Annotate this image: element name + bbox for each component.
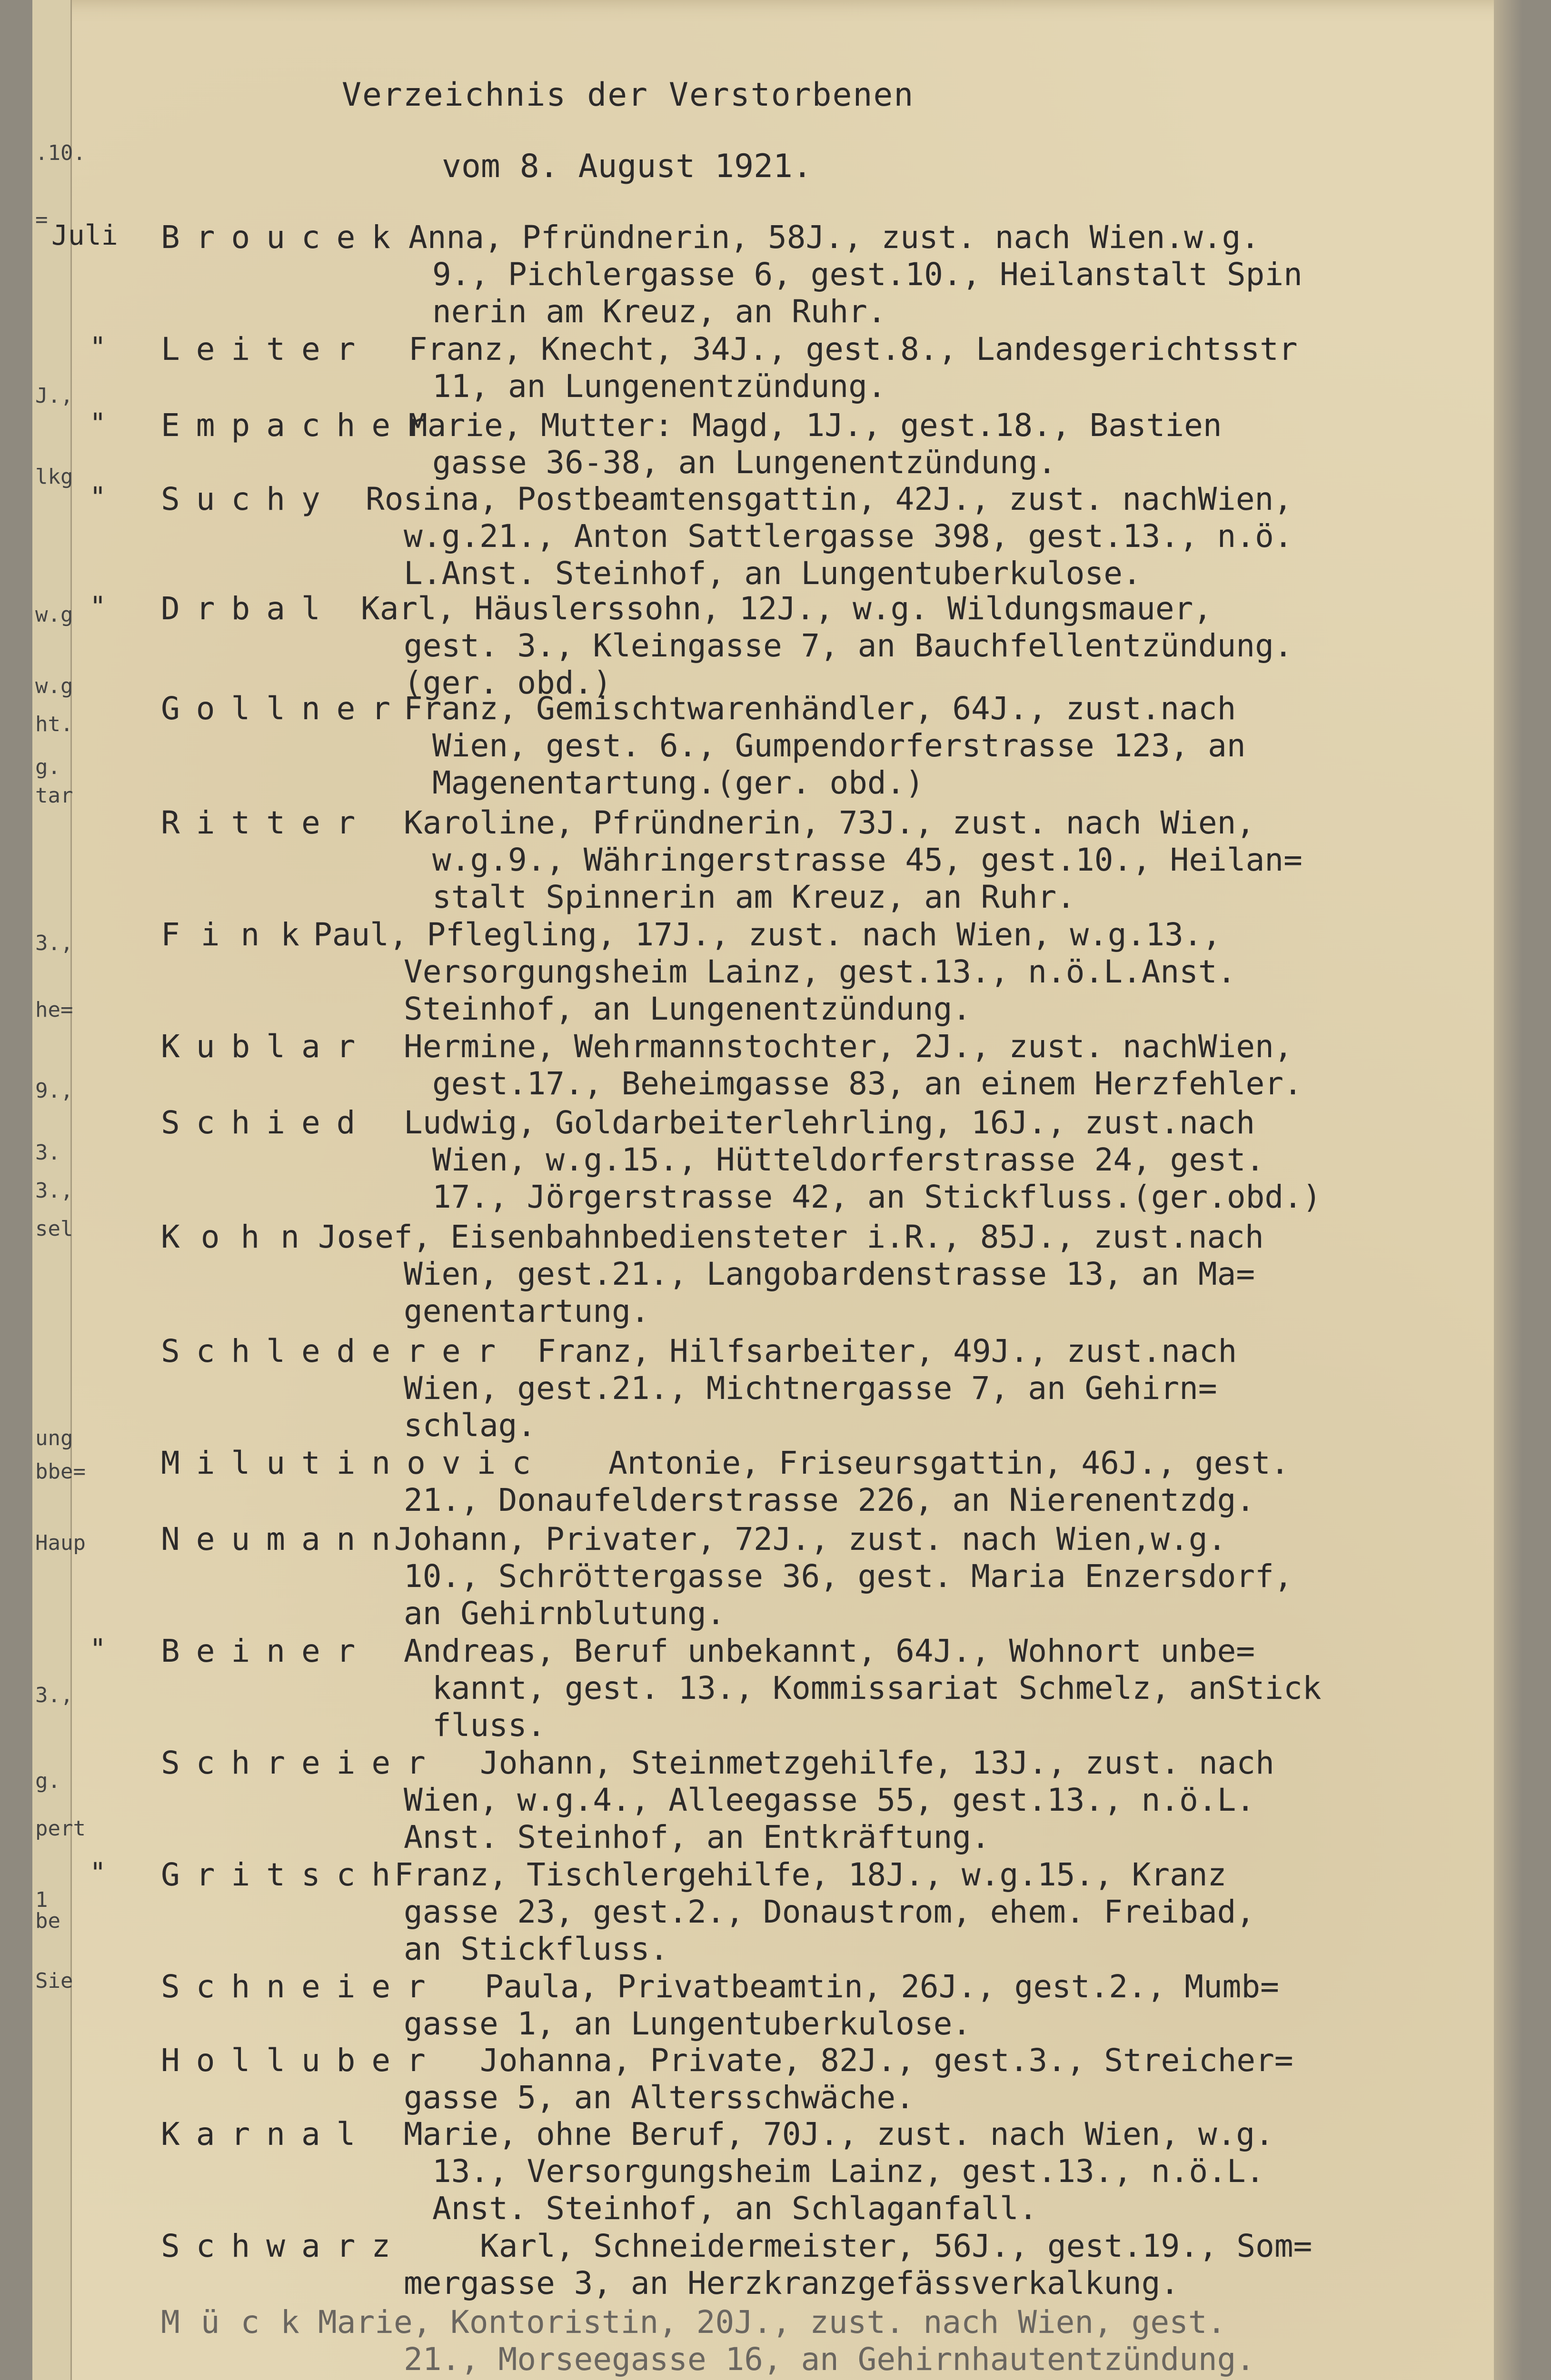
surname: Empacher xyxy=(161,407,442,444)
strip-fragment: 3., xyxy=(35,1179,73,1203)
surname: Holluber xyxy=(161,2042,442,2079)
page-edge xyxy=(1494,0,1522,2380)
strip-fragment: pert xyxy=(35,1816,86,1841)
strip-fragment: .10. xyxy=(35,141,86,165)
entry-line-first: Josef, Eisenbahnbediensteter i.R., 85J., zust.nach xyxy=(318,1219,1264,1255)
surname: Schied xyxy=(161,1104,372,1141)
entry-line-first: Rosina, Postbeamtensgattin, 42J., zust. nachWien, xyxy=(366,481,1293,517)
surname: Gritsch xyxy=(161,1856,407,1893)
entry-line-continued: 21., Morseegasse 16, an Gehirnhautentzündung. xyxy=(404,2341,1255,2378)
surname: Schlederer xyxy=(161,1333,512,1369)
entry-line-continued: mergasse 3, an Herzkranzgefässverkalkung. xyxy=(404,2265,1180,2301)
entry-line-first: Paula, Privatbeamtin, 26J., gest.2., Mumb= xyxy=(485,1968,1279,2005)
month-mark: " xyxy=(89,481,106,513)
entry-line-first: Andreas, Beruf unbekannt, 64J., Wohnort unbe= xyxy=(404,1633,1255,1669)
surname: Beiner xyxy=(161,1633,372,1669)
strip-fragment: Sie xyxy=(35,1969,73,1993)
document-title: Verzeichnis der Verstorbenen xyxy=(342,76,915,114)
entry-line-continued: (ger. obd.) xyxy=(404,664,612,701)
strip-fragment: 3., xyxy=(35,1683,73,1707)
entry-line-first: Ludwig, Goldarbeiterlehrling, 16J., zust.nach xyxy=(404,1104,1255,1141)
surname: Schreier xyxy=(161,1745,442,1781)
document-page xyxy=(32,0,1522,2380)
entry-line-continued: Versorgungsheim Lainz, gest.13., n.ö.L.Anst. xyxy=(404,953,1236,990)
strip-fragment: Haup xyxy=(35,1531,86,1555)
surname: Milutinovic xyxy=(161,1445,547,1481)
entry-line-first: Franz, Knecht, 34J., gest.8., Landesgerichtsstr xyxy=(408,331,1298,367)
strip-fragment: bbe= xyxy=(35,1459,86,1484)
entry-line-continued: w.g.9., Währingerstrasse 45, gest.10., Heilan= xyxy=(432,842,1302,878)
entry-line-continued: nerin am Kreuz, an Ruhr. xyxy=(432,293,886,330)
entry-line-first: Franz, Gemischtwarenhändler, 64J., zust.nach xyxy=(404,690,1236,727)
entry-line-continued: gest.17., Beheimgasse 83, an einem Herzfehler. xyxy=(432,1065,1302,1102)
entry-line-continued: w.g.21., Anton Sattlergasse 398, gest.13., n.ö. xyxy=(404,518,1293,555)
strip-fragment: 9., xyxy=(35,1079,73,1103)
entry-line-first: Paul, Pflegling, 17J., zust. nach Wien, w.g.13., xyxy=(313,916,1222,953)
surname: Karnal xyxy=(161,2116,372,2152)
strip-fragment: g. xyxy=(35,1769,60,1793)
document-date: vom 8. August 1921. xyxy=(442,148,812,185)
entry-line-continued: gasse 23, gest.2., Donaustrom, ehem. Freibad, xyxy=(404,1894,1255,1930)
entry-line-continued: gasse 1, an Lungentuberkulose. xyxy=(404,2005,972,2042)
entry-line-first: Johanna, Private, 82J., gest.3., Streicher= xyxy=(480,2042,1293,2079)
entry-line-continued: Anst. Steinhof, an Schlaganfall. xyxy=(432,2190,1038,2227)
strip-fragment: lkg xyxy=(35,465,73,489)
entry-line-continued: Steinhof, an Lungenentzündung. xyxy=(404,991,972,1027)
strip-fragment: 3. xyxy=(35,1140,60,1165)
entry-line-continued: an Stickfluss. xyxy=(404,1931,669,1967)
entry-line-first: Johann, Privater, 72J., zust. nach Wien,w.g. xyxy=(394,1521,1227,1557)
entry-line-first: Johann, Steinmetzgehilfe, 13J., zust. nach xyxy=(480,1745,1274,1781)
month-mark: " xyxy=(89,1633,106,1665)
entry-line-continued: 11, an Lungenentzündung. xyxy=(432,368,886,405)
strip-fragment: w.g xyxy=(35,674,73,698)
strip-fragment: w.g xyxy=(35,603,73,627)
surname: Fink xyxy=(161,916,320,953)
entry-line-continued: gest. 3., Kleingasse 7, an Bauchfellentzündung. xyxy=(404,627,1293,664)
surname: Suchy xyxy=(161,481,337,517)
entry-line-continued: kannt, gest. 13., Kommissariat Schmelz, anStick xyxy=(432,1670,1322,1706)
entry-line-continued: Wien, gest.21., Michtnergasse 7, an Gehirn= xyxy=(404,1370,1217,1407)
entry-line-first: Marie, Kontoristin, 20J., zust. nach Wien, gest. xyxy=(318,2304,1226,2340)
entry-line-first: Anna, Pfründnerin, 58J., zust. nach Wien.w.g. xyxy=(408,219,1260,256)
entry-line-continued: an Gehirnblutung. xyxy=(404,1595,726,1632)
surname: Neumann xyxy=(161,1521,407,1557)
entry-line-continued: schlag. xyxy=(404,1407,537,1444)
month-mark: Juli xyxy=(51,219,118,251)
entry-line-continued: Anst. Steinhof, an Entkräftung. xyxy=(404,1819,990,1855)
entry-line-continued: Wien, gest.21., Langobardenstrasse 13, an Ma= xyxy=(404,1256,1255,1292)
entry-line-continued: Wien, w.g.4., Alleegasse 55, gest.13., n.ö.L. xyxy=(404,1782,1255,1818)
strip-fragment: g. xyxy=(35,755,60,779)
entry-line-continued: 13., Versorgungsheim Lainz, gest.13., n.ö.L. xyxy=(432,2153,1265,2190)
entry-line-continued: gasse 36-38, an Lungenentzündung. xyxy=(432,444,1057,481)
entry-line-continued: stalt Spinnerin am Kreuz, an Ruhr. xyxy=(432,879,1076,915)
strip-fragment: ung xyxy=(35,1426,73,1450)
entry-line-continued: gasse 5, an Altersschwäche. xyxy=(404,2079,915,2116)
strip-fragment: J., xyxy=(35,384,73,408)
entry-line-continued: Magenentartung.(ger. obd.) xyxy=(432,764,925,801)
entry-line-continued: genentartung. xyxy=(404,1293,650,1329)
entry-line-continued: fluss. xyxy=(432,1707,546,1744)
month-mark: " xyxy=(89,590,106,623)
entry-line-first: Karl, Schneidermeister, 56J., gest.19., Som= xyxy=(480,2228,1312,2264)
strip-fragment: he= xyxy=(35,998,73,1022)
entry-line-continued: Wien, gest. 6., Gumpendorferstrasse 123, an xyxy=(432,727,1246,764)
entry-line-first: Franz, Tischlergehilfe, 18J., w.g.15., Kranz xyxy=(394,1856,1227,1893)
surname: Kublar xyxy=(161,1028,372,1065)
month-mark: " xyxy=(89,331,106,363)
surname: Leiter xyxy=(161,331,372,367)
month-mark: " xyxy=(89,1856,106,1889)
entry-line-first: Karoline, Pfründnerin, 73J., zust. nach Wien, xyxy=(404,804,1255,841)
month-mark: " xyxy=(89,407,106,439)
surname: Mück xyxy=(161,2304,320,2340)
strip-fragment: 3., xyxy=(35,931,73,955)
entry-line-continued: Wien, w.g.15., Hütteldorferstrasse 24, gest. xyxy=(432,1141,1265,1178)
entry-line-continued: 10., Schröttergasse 36, gest. Maria Enzersdorf, xyxy=(404,1558,1293,1595)
entry-line-first: Marie, Mutter: Magd, 1J., gest.18., Bastien xyxy=(408,407,1222,444)
surname: Schneier xyxy=(161,1968,442,2005)
strip-fragment: ht. xyxy=(35,712,73,736)
entry-line-first: Hermine, Wehrmannstochter, 2J., zust. nachWien, xyxy=(404,1028,1293,1065)
surname: Schwarz xyxy=(161,2228,407,2264)
strip-fragment: = xyxy=(35,208,48,232)
entry-line-first: Marie, ohne Beruf, 70J., zust. nach Wien, w.g. xyxy=(404,2116,1274,2152)
entry-line-continued: 21., Donaufelderstrasse 226, an Nierenentzdg. xyxy=(404,1482,1255,1518)
surname: Gollner xyxy=(161,690,407,727)
entry-line-continued: L.Anst. Steinhof, an Lungentuberkulose. xyxy=(404,555,1142,592)
entry-line-continued: 17., Jörgerstrasse 42, an Stickfluss.(ger.obd.) xyxy=(432,1179,1322,1215)
surname: Ritter xyxy=(161,804,372,841)
strip-fragment: 1 be xyxy=(35,1888,60,1933)
surname: Kohn xyxy=(161,1219,320,1255)
entry-line-continued: 9., Pichlergasse 6, gest.10., Heilanstalt Spin xyxy=(432,256,1302,293)
entry-line-first: Karl, Häuslerssohn, 12J., w.g. Wildungsmauer, xyxy=(361,590,1213,627)
surname: Broucek xyxy=(161,219,407,256)
surname: Drbal xyxy=(161,590,337,627)
strip-fragment: sel xyxy=(35,1217,73,1241)
entry-line-first: Franz, Hilfsarbeiter, 49J., zust.nach xyxy=(537,1333,1237,1369)
strip-fragment: tar xyxy=(35,783,73,808)
entry-line-first: Antonie, Friseursgattin, 46J., gest. xyxy=(608,1445,1290,1481)
